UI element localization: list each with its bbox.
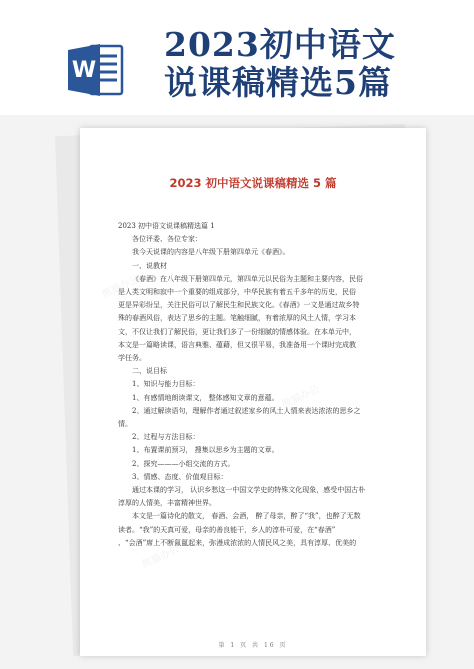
doc-line: 《春酒》在八年级下册第四单元，第四单元以民俗为主题和主要内容，民俗 <box>132 274 363 283</box>
doc-line: 学任务。 <box>118 354 146 363</box>
doc-line: 2、过程与方法目标： <box>132 433 200 442</box>
watermark: 熊猫办公 <box>140 543 182 571</box>
doc-line: 2023 初中语文说课稿精选篇 1 <box>118 222 215 230</box>
title-line-1: 2023初中语文 <box>164 25 396 64</box>
svg-text:W: W <box>71 58 97 83</box>
document-title: 2023 初中语文说课稿精选 5 篇 <box>169 176 337 190</box>
document-page <box>80 128 426 656</box>
watermark: 熊猫办公 <box>100 273 142 301</box>
doc-line: 二、说目标 <box>132 367 167 376</box>
doc-line: 殊的春酒风俗，表达了思乡的主题。笔触细腻，有着浓厚的风土人情，学习本 <box>118 314 356 323</box>
doc-line: 2、通过解读语句，理解作者通过叙述家乡的风土人情来表达浓浓的思乡之 <box>132 406 361 415</box>
doc-line: 2、探究———小组交流的方式。 <box>132 459 235 468</box>
document-body <box>118 220 386 550</box>
doc-line: 文，不仅让我们了解民俗，更让我们多了一份细腻的情感体验。在本单元中， <box>118 327 356 336</box>
doc-line: 、“会酒”席上不断氤氲起来，弥漫成浓浓的人情民风之美，具有淳厚、优美的 <box>118 538 357 547</box>
doc-line: 1、知识与能力目标： <box>132 380 200 389</box>
doc-line: 本文是一篇诗化的散文， 春酒、会酒， 醉了母亲，醉了“我”，也醉了无数 <box>132 512 361 521</box>
title-line-2: 说课稿精选5篇 <box>164 63 392 102</box>
doc-line: 淳厚的人情美，丰富精神世界。 <box>118 499 216 508</box>
doc-line: 一、说教材 <box>132 261 167 270</box>
doc-line: 通过本课的学习， 认识乡愁这一中国文学史的特殊文化现象，感受中国古朴 <box>132 486 366 495</box>
page-title <box>164 26 396 102</box>
doc-line: 本文是一篇略读课，语言典雅、蕴藉，但又很平易，我准备用一个课时完成教 <box>118 340 356 349</box>
doc-line: 1、有感情地朗读课文， 整体感知文章的意蕴。 <box>132 393 279 402</box>
page-footer: 第 1 页 共 16 页 <box>218 642 288 649</box>
doc-line: 更是异彩纷呈，关注民俗可以了解民生和民族文化。《春酒》一文是通过故乡特 <box>118 301 360 310</box>
word-icon <box>66 40 124 100</box>
doc-line: 1、布置课前预习， 搜集以思乡为主题的文章。 <box>132 446 279 455</box>
doc-line: 我今天说课的内容是八年级下册第四单元《春酒》。 <box>132 248 290 257</box>
doc-line: 读者。“我”的天真可爱，母亲的善良能干，乡人的淳朴可爱，在“春酒” <box>118 525 336 534</box>
doc-line: 是人类文明和寂中一个重要的组成部分，中华民族有着五千多年的历史，民俗 <box>118 288 356 297</box>
doc-line: 各位评委、各位专家： <box>132 235 202 244</box>
watermark: 熊猫办公 <box>280 383 322 411</box>
header-band <box>0 0 474 115</box>
doc-line: 3、情感、态度、价值观目标： <box>132 472 228 481</box>
doc-line: 情。 <box>118 420 132 429</box>
